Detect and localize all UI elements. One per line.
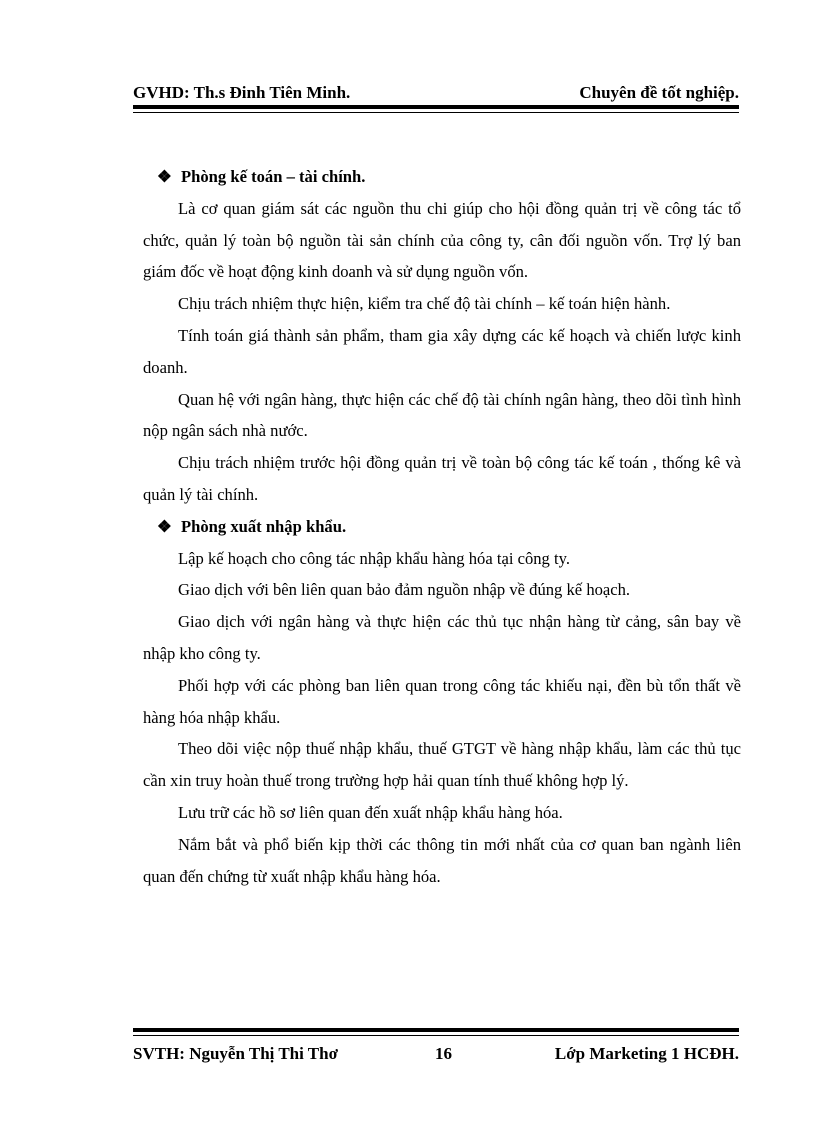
page-number: 16 <box>435 1044 452 1063</box>
diamond-bullet-icon: ❖ <box>157 516 172 536</box>
paragraph: Chịu trách nhiệm thực hiện, kiểm tra chế độ tài chính – kế toán hiện hành. <box>178 294 671 314</box>
header-rule-thin <box>133 112 739 113</box>
section-title: Phòng xuất nhập khẩu. <box>181 516 347 536</box>
footer-rule-thick <box>133 1028 739 1032</box>
footer-rule-thin <box>133 1035 739 1036</box>
section-heading-accounting <box>143 161 741 193</box>
header-document-type: Chuyên đề tốt nghiệp. <box>579 83 739 102</box>
section-heading-import-export <box>143 511 741 543</box>
paragraph: Là cơ quan giám sát các nguồn thu chi giúp cho hội đồng quản trị về công tác tổ chức, quản lý toàn bộ nguồn tài sản chính của công ty, cân đối nguồn vốn. Trợ lý ban giám đốc về hoạt động kinh doanh và sử dụng nguồn vốn. <box>143 198 741 282</box>
paragraph: Nắm bắt và phổ biến kịp thời các thông tin mới nhất của cơ quan ban ngành liên quan đến chứng từ xuất nhập khẩu hàng hóa. <box>143 834 741 886</box>
paragraph: Phối hợp với các phòng ban liên quan trong công tác khiếu nại, đền bù tổn thất về hàng hóa nhập khẩu. <box>143 675 741 727</box>
section-title: Phòng kế toán – tài chính. <box>181 167 366 186</box>
paragraph: Chịu trách nhiệm trước hội đồng quản trị về toàn bộ công tác kế toán , thống kê và quản lý tài chính. <box>143 453 741 504</box>
paragraph: Giao dịch với ngân hàng và thực hiện các thủ tục nhận hàng từ cảng, sân bay về nhập kho công ty. <box>143 612 741 663</box>
header-rule-thick <box>133 105 739 109</box>
page-body <box>143 161 741 892</box>
paragraph: Giao dịch với bên liên quan bảo đảm nguồn nhập về đúng kế hoạch. <box>178 580 631 600</box>
paragraph: Lập kế hoạch cho công tác nhập khẩu hàng hóa tại công ty. <box>178 548 570 568</box>
page-footer <box>133 1043 739 1065</box>
footer-class: Lớp Marketing 1 HCĐH. <box>554 1044 739 1063</box>
footer-student: SVTH: Nguyễn Thị Thi Thơ <box>133 1044 339 1063</box>
paragraph: Quan hệ với ngân hàng, thực hiện các chế độ tài chính ngân hàng, theo dõi tình hình nộp ngân sách nhà nước. <box>143 389 741 441</box>
page-header <box>133 82 739 104</box>
header-advisor: GVHD: Th.s Đinh Tiên Minh. <box>133 83 351 102</box>
paragraph: Theo dõi việc nộp thuế nhập khẩu, thuế GTGT về hàng nhập khẩu, làm các thủ tục cần xin truy hoàn thuế trong trường hợp hải quan tính thuế không hợp lý. <box>143 739 741 791</box>
diamond-bullet-icon: ❖ <box>157 167 172 186</box>
paragraph: Lưu trữ các hồ sơ liên quan đến xuất nhập khẩu hàng hóa. <box>178 802 563 822</box>
paragraph: Tính toán giá thành sản phẩm, tham gia xây dựng các kế hoạch và chiến lược kinh doanh. <box>143 325 741 377</box>
